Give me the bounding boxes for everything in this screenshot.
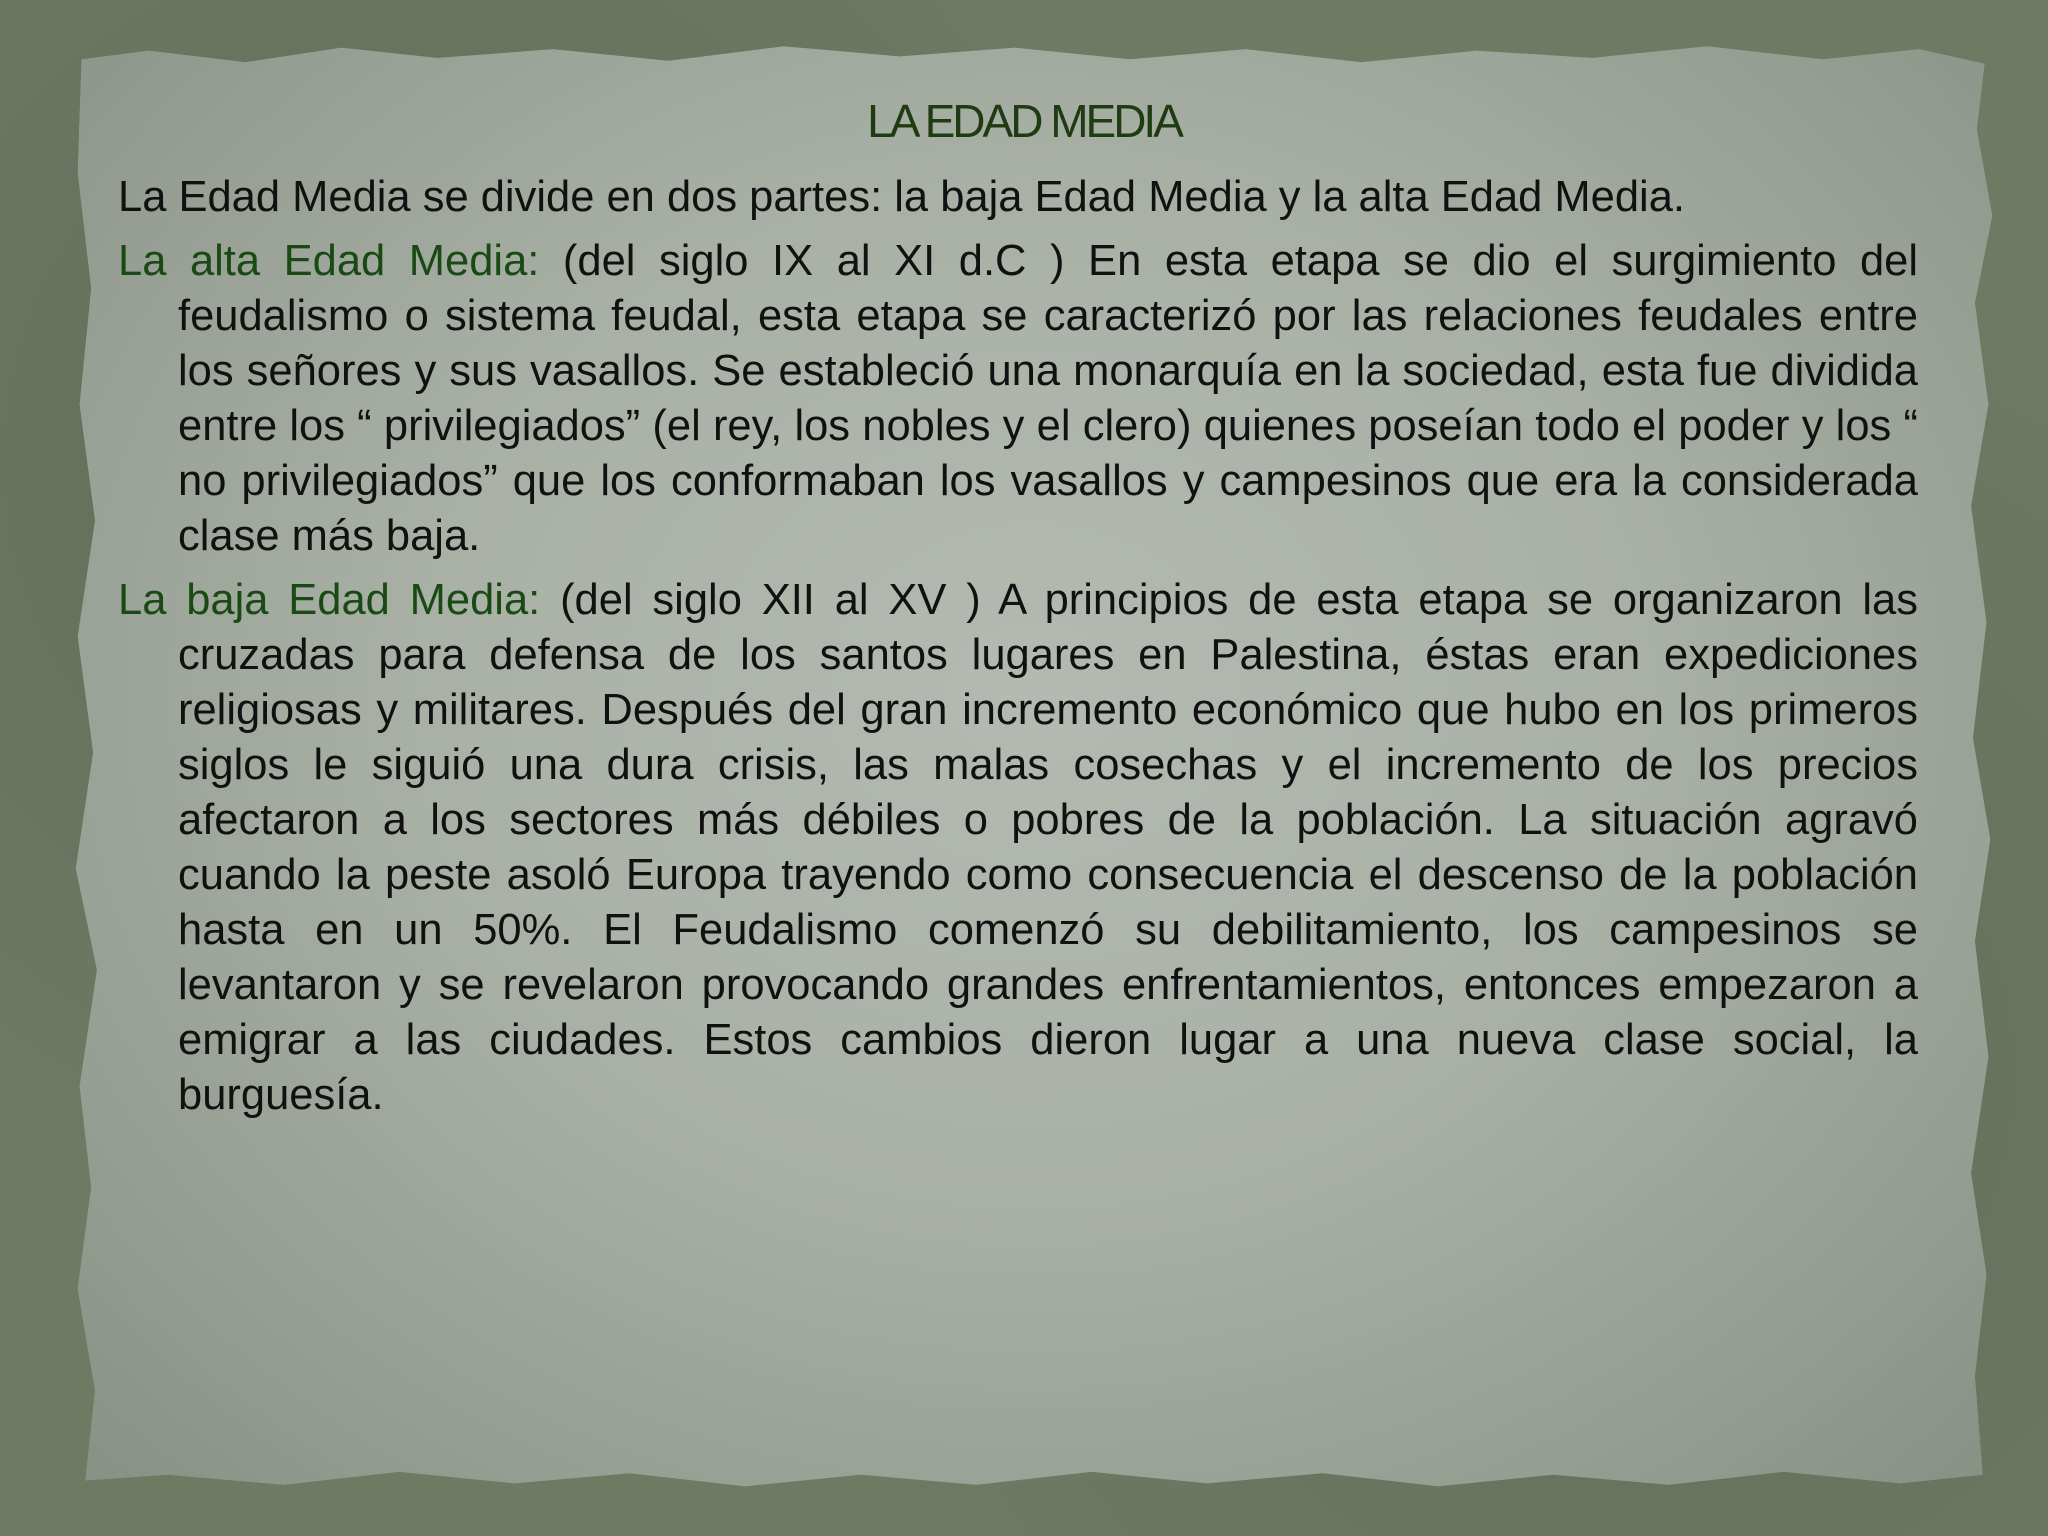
paragraph-label: La alta Edad Media:: [118, 237, 540, 285]
paragraph-text: La Edad Media se divide en dos partes: la baja Edad Media y la alta Edad Media.: [118, 173, 1685, 221]
paragraph-label: La baja Edad Media:: [118, 576, 541, 624]
paragraph-intro: [118, 170, 1918, 225]
slide-body: [118, 170, 1918, 1132]
slide-title: LA EDAD MEDIA: [867, 95, 1181, 147]
paragraph-alta-edad-media: [118, 234, 1918, 564]
paragraph-text: (del siglo IX al XI d.C ) En esta etapa se dio el surgimiento del feudalismo o sistema feudal, esta etapa se caracterizó por las relaciones feudales entre los señores y sus vasallos. Se estableció una monarquía en la sociedad, esta fue dividida entre los “ privilegiados” (el rey, los nobles y el clero) quienes poseían todo el poder y los “ no privilegiados” que los conformaban los vasallos y campesinos que era la considerada clase más baja.: [178, 237, 1918, 560]
paragraph-baja-edad-media: [118, 573, 1918, 1123]
paragraph-text: (del siglo XII al XV ) A principios de esta etapa se organizaron las cruzadas para defensa de los santos lugares en Palestina, éstas eran expediciones religiosas y militares. Después del gran incremento económico que hubo en los primeros siglos le siguió una dura crisis, las malas cosechas y el incremento de los precios afectaron a los sectores más débiles o pobres de la población. La situación agravó cuando la peste asoló Europa trayendo como consecuencia el descenso de la población hasta en un 50%. El Feudalismo comenzó su debilitamiento, los campesinos se levantaron y se revelaron provocando grandes enfrentamientos, entonces empezaron a emigrar a las ciudades. Estos cambios dieron lugar a una nueva clase social, la burguesía.: [178, 576, 1918, 1119]
